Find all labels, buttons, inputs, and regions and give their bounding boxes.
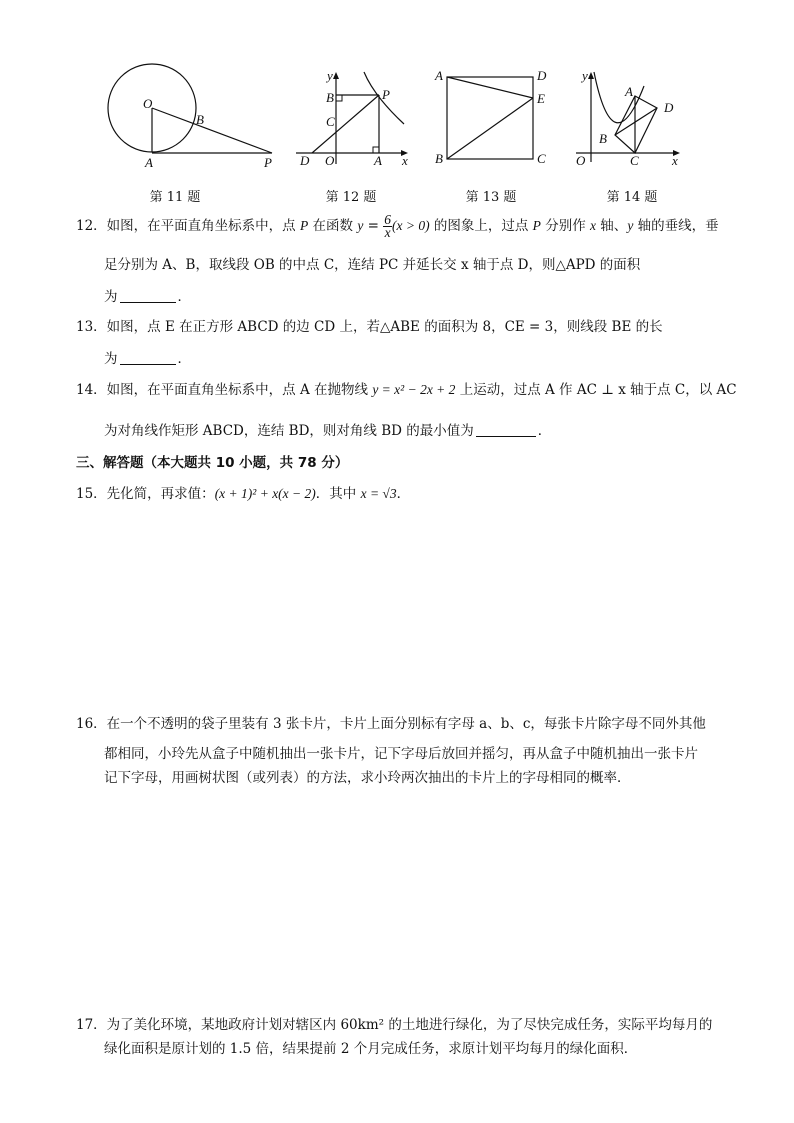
q12-line1: 12．如图，在平面直角坐标系中，点 P 在函数 y = $\frac{6}{x}$ (x > 0) 的图象上，过点 P 分别作 x 轴、y 轴的垂线，垂 [76, 212, 719, 240]
q15-line: 15．先化简，再求值：(x + 1)² + x(x − 2)．其中 x = √3． [76, 486, 411, 502]
section-heading: 三、解答题（本大题共 10 小题，共 78 分） [76, 455, 349, 471]
q12-line2: 足分别为 A、B，取线段 OB 的中点 C，连结 PC 并延长交 x 轴于点 D，则△APD 的面积 [104, 257, 641, 273]
label-D: D [664, 100, 674, 115]
q14-line1: 14．如图，在平面直角坐标系中，点 A 在抛物线 y = x² − 2x + 2 上运动，过点 A 作 AC ⊥ x 轴于点 C，以 AC [76, 382, 737, 398]
answer-blank-12[interactable] [120, 288, 176, 303]
label-B: B [435, 151, 443, 166]
fraction-6-over-x: $\frac{6}{x}$ [384, 212, 391, 240]
label-O: O [143, 96, 153, 111]
label-D: D [300, 153, 310, 168]
label-P: P [264, 155, 272, 170]
q13-line1: 13．如图，点 E 在正方形 ABCD 的边 CD 上，若△ABE 的面积为 8，CE = 3，则线段 BE 的长 [76, 319, 663, 335]
label-O: O [325, 153, 335, 168]
q12-line3: 为 ． [104, 289, 191, 305]
q16-line1: 16．在一个不透明的袋子里装有 3 张卡片，卡片上面分别标有字母 a、b、c，每张卡片除字母不同外其他 [76, 716, 706, 732]
label-A: A [374, 153, 382, 168]
figure-13 [430, 66, 555, 176]
label-C: C [537, 151, 546, 166]
label-C: C [326, 114, 335, 129]
label-C: C [630, 153, 639, 168]
answer-blank-13[interactable] [120, 350, 176, 365]
label-A: A [145, 155, 153, 170]
label-P: P [382, 87, 390, 102]
caption-14: 第 14 题 [606, 190, 658, 205]
figure-11 [100, 62, 290, 177]
answer-blank-14[interactable] [476, 422, 536, 437]
q17-line1: 17．为了美化环境，某地政府计划对辖区内 60km² 的土地进行绿化，为了尽快完成任务，实际平均每月的 [76, 1017, 713, 1033]
label-y: y [327, 68, 333, 83]
label-B: B [326, 90, 334, 105]
caption-11: 第 11 题 [149, 190, 201, 205]
label-A: A [435, 68, 443, 83]
q16-line2: 都相同，小玲先从盒子中随机抽出一张卡片，记下字母后放回并摇匀，再从盒子中随机抽出一张卡片 [104, 746, 698, 762]
label-E: E [537, 91, 545, 106]
label-O: O [576, 153, 586, 168]
caption-12: 第 12 题 [325, 190, 377, 205]
label-A: A [625, 84, 633, 99]
q13-line2: 为 ． [104, 351, 191, 367]
figure-12 [292, 64, 422, 179]
label-x: x [672, 153, 678, 168]
label-B: B [599, 131, 607, 146]
q14-line2: 为对角线作矩形 ABCD，连结 BD，则对角线 BD 的最小值为 ． [104, 423, 552, 439]
q17-line2: 绿化面积是原计划的 1.5 倍，结果提前 2 个月完成任务，求原计划平均每月的绿化面积． [104, 1041, 638, 1057]
label-y: y [582, 68, 588, 83]
figure-14 [566, 64, 696, 179]
label-D: D [537, 68, 547, 83]
caption-13: 第 13 题 [465, 190, 517, 205]
q16-line3: 记下字母，用画树状图（或列表）的方法，求小玲两次抽出的卡片上的字母相同的概率． [104, 770, 631, 786]
label-x: x [402, 153, 408, 168]
label-B: B [196, 112, 204, 127]
